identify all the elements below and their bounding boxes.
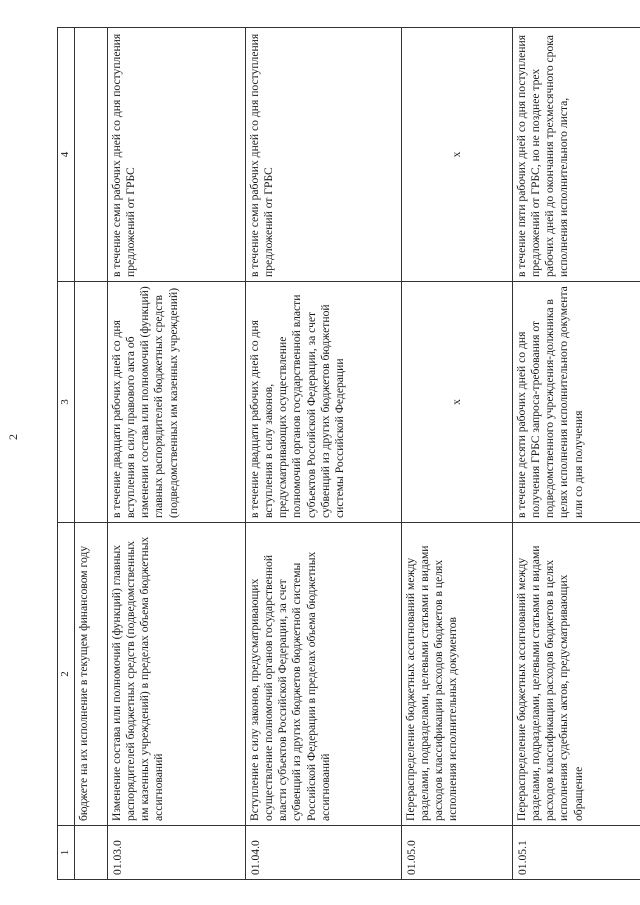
cell-code: 01.05.0 [402, 826, 513, 880]
cell-deadline-proposals: x [402, 28, 513, 282]
column-number-2: 2 [58, 523, 75, 826]
table-row [402, 28, 513, 880]
cell-description: Перераспределение бюджетных ассигнований между разделами, подразделами, целевыми статьями и видами расходов классификации расходов бюджетов в целях исполнения судебных актов, предусматривающих обращение [513, 523, 640, 826]
cell-description: бюджете на их исполнение в текущем финансовом году [75, 523, 108, 826]
cell-deadline-proposals [75, 28, 108, 282]
budget-changes-table [57, 27, 640, 880]
cell-deadline-grounds: x [402, 282, 513, 523]
cell-deadline-grounds: в течение десяти рабочих дней со дня получения ГРБС запроса-требования от подведомственного учреждения-должника в целях исполнения исполнительного документа или со дня получения [513, 282, 640, 523]
cell-code: 01.05.1 [513, 826, 640, 880]
cell-description: Перераспределение бюджетных ассигнований между разделами, подразделами, целевыми статьями и видами расходов классификации расходов бюджетов в целях исполнения исполнительных документов [402, 523, 513, 826]
column-number-4: 4 [58, 28, 75, 282]
cell-deadline-grounds [75, 282, 108, 523]
cell-code: 01.04.0 [246, 826, 402, 880]
cell-deadline-proposals: в течение семи рабочих дней со дня поступления предложений от ГРБС [246, 28, 402, 282]
cell-description: Вступление в силу законов, предусматривающих осуществление полномочий органов государственной власти субъектов Российской Федерации, за счет субвенций из других бюджетов бюджетной системы Российской Федерации в пределах объема бюджетных ассигнований [246, 523, 402, 826]
table-row-continuation [75, 28, 108, 880]
table-row [108, 28, 246, 880]
rotated-page-content [57, 28, 634, 880]
table-header-row [58, 28, 75, 880]
table-row [513, 28, 640, 880]
page-number: 2 [6, 434, 20, 440]
cell-deadline-grounds: в течение двадцати рабочих дней со дня вступления в силу правового акта об изменении состава или полномочий (функций) главных распорядителей бюджетных средств (подведомственных им казенных учреждений) [108, 282, 246, 523]
column-number-1: 1 [58, 826, 75, 880]
cell-code: 01.03.0 [108, 826, 246, 880]
cell-deadline-proposals: в течение семи рабочих дней со дня поступления предложений от ГРБС [108, 28, 246, 282]
cell-description: Изменение состава или полномочий (функций) главных распорядителей бюджетных средств (подведомственных им казенных учреждений) в пределах объема бюджетных ассигнований [108, 523, 246, 826]
table-row [246, 28, 402, 880]
cell-code [75, 826, 108, 880]
cell-deadline-proposals: в течение пяти рабочих дней со дня поступления предложений от ГРБС, но не позднее трех рабочих дней до окончания трехмесячного срока исполнения исполнительного листа, [513, 28, 640, 282]
cell-deadline-grounds: в течение двадцати рабочих дней со дня вступления в силу законов, предусматривающих осуществление полномочий органов государственной власти субъектов Российской Федерации, за счет субвенций из других бюджетов бюджетной системы Российской Федерации [246, 282, 402, 523]
column-number-3: 3 [58, 282, 75, 523]
